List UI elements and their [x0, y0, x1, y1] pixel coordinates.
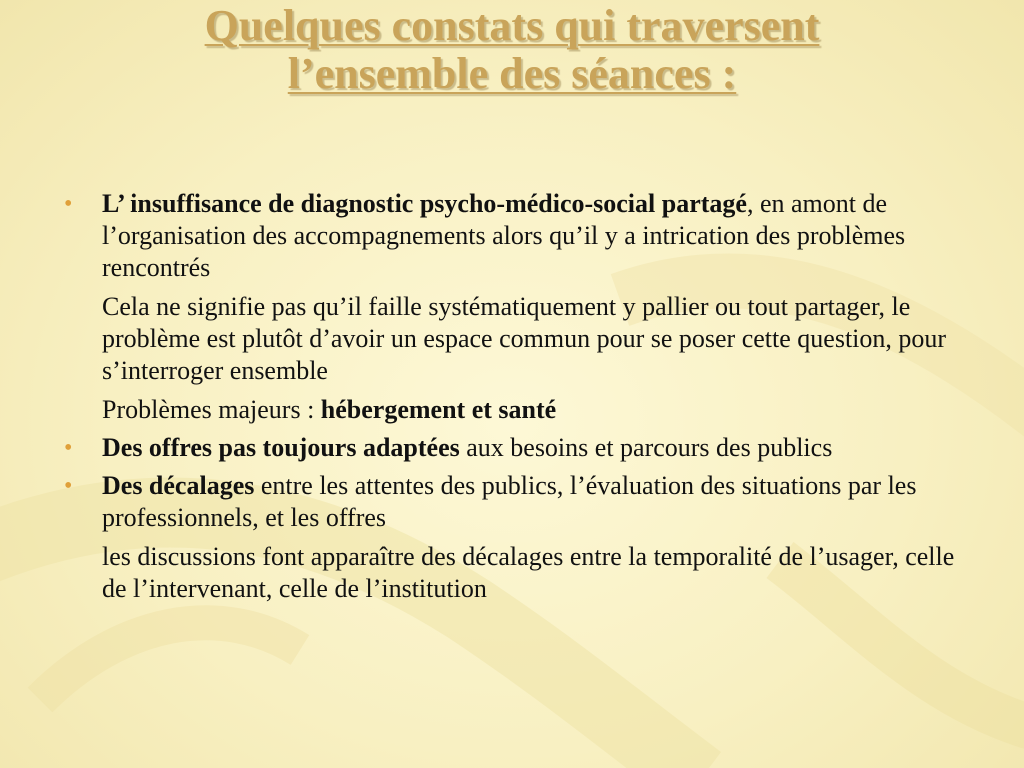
- title-line-2: l’ensemble des séances :: [287, 49, 737, 98]
- list-item: [60, 188, 960, 284]
- bullet-text: aux besoins et parcours des publics: [459, 433, 833, 462]
- title-line-1: Quelques constats qui traversent: [204, 1, 820, 50]
- bullet-icon: •: [64, 435, 73, 461]
- continuation-text: Cela ne signifie pas qu’il faille systématiquement y pallier ou tout partager, le problème est plutôt d’avoir un espace commun pour se poser cette question, pour s’interroger ensemble: [102, 292, 947, 385]
- bullet-bold-text: Des offres pas toujours adaptées: [102, 433, 460, 462]
- bullet-icon: •: [64, 473, 73, 499]
- list-item: [60, 541, 960, 605]
- bullet-list: [60, 182, 960, 605]
- bullet-bold-text: L’ insuffisance de diagnostic psycho-médico-social partagé: [102, 189, 747, 218]
- list-item: [60, 394, 960, 426]
- bullet-text: , en amont de l’organisation des accompagnements alors qu’il y a intrication des problèmes rencontrés: [102, 189, 906, 282]
- continuation-text: les discussions font apparaître des décalages entre la temporalité de l’usager, celle de l’intervenant, celle de l’institution: [102, 542, 955, 603]
- slide-title: [60, 2, 964, 98]
- bullet-icon: •: [64, 191, 73, 217]
- list-item: [60, 432, 960, 464]
- continuation-bold-text: hébergement et santé: [320, 395, 557, 424]
- list-item: [60, 291, 960, 387]
- bullet-bold-text: Des décalages: [102, 471, 255, 500]
- continuation-text: Problèmes majeurs :: [102, 395, 321, 424]
- bullet-text: entre les attentes des publics, l’évaluation des situations par les professionnels, et les offres: [102, 471, 917, 532]
- list-item: [60, 470, 960, 534]
